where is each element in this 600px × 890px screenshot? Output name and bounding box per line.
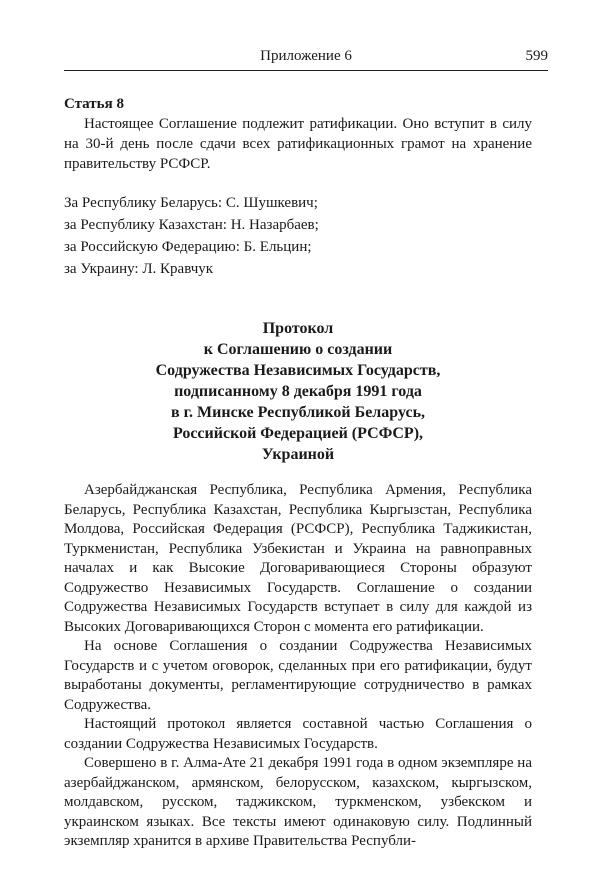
title-line: Содружества Независимых Государств,	[155, 362, 441, 379]
article-heading: Статья 8	[64, 96, 124, 112]
signature-block	[64, 192, 532, 280]
article-paragraph: Настоящее Соглашение подлежит ратификации. Оно вступит в силу на 30-й день после сдачи всех ратификационных грамот на хранение правительству РСФСР.	[64, 116, 532, 172]
title-line: в г. Минске Республикой Беларусь,	[170, 404, 426, 421]
page-number: 599	[525, 48, 548, 64]
title-line: к Соглашению о создании	[203, 341, 393, 358]
title-line: Российской Федерацией (РСФСР),	[172, 425, 424, 442]
body-paragraph: Азербайджанская Республика, Республика Армения, Республика Беларусь, Республика Казахстан, Республика Кыргызстан, Республика Молдова, Российская Федерация (РСФСР), Республика Таджикистан, Туркменистан, Республика Узбекистан и Украина на равноправных началах и как Высокие Договаривающиеся Стороны образуют Содружество Независимых Государств. Соглашение о создании Содружества Независимых Государств вступает в силу для каждой из Высоких Договаривающихся Сторон с момента его ратификации.	[64, 482, 532, 635]
body-paragraph: Настоящий протокол является составной частью Соглашения о создании Содружества Независимых Государств.	[64, 716, 532, 752]
title-line: Украиной	[261, 446, 335, 463]
title-line: подписанному 8 декабря 1991 года	[174, 383, 422, 400]
signature-line: За Республику Беларусь: С. Шушкевич;	[64, 195, 318, 211]
signature-line: за Украину: Л. Кравчук	[64, 261, 214, 277]
signature-line: за Российскую Федерацию: Б. Ельцин;	[64, 239, 312, 255]
page-content	[64, 94, 532, 852]
protocol-title	[64, 318, 532, 465]
page-header	[64, 44, 548, 71]
protocol-body	[64, 481, 532, 852]
running-title: Приложение 6	[260, 48, 352, 64]
title-line: Протокол	[262, 320, 334, 337]
body-paragraph: На основе Соглашения о создании Содружества Независимых Государств и с учетом оговорок, сделанных при его ратификации, будут выработаны документы, регламентирующие сотрудничество в рамках Содружества.	[64, 638, 532, 713]
signature-line: за Республику Казахстан: Н. Назарбаев;	[64, 217, 319, 233]
body-paragraph: Совершено в г. Алма-Ате 21 декабря 1991 года в одном экземпляре на азербайджанском, армянском, белорусском, казахском, кыргызском, молдавском, русском, таджикском, туркменском, узбекском и украинском языках. Все тексты имеют одинаковую силу. Подлинный экземпляр хранится в архиве Правительства Республи-	[64, 755, 532, 849]
